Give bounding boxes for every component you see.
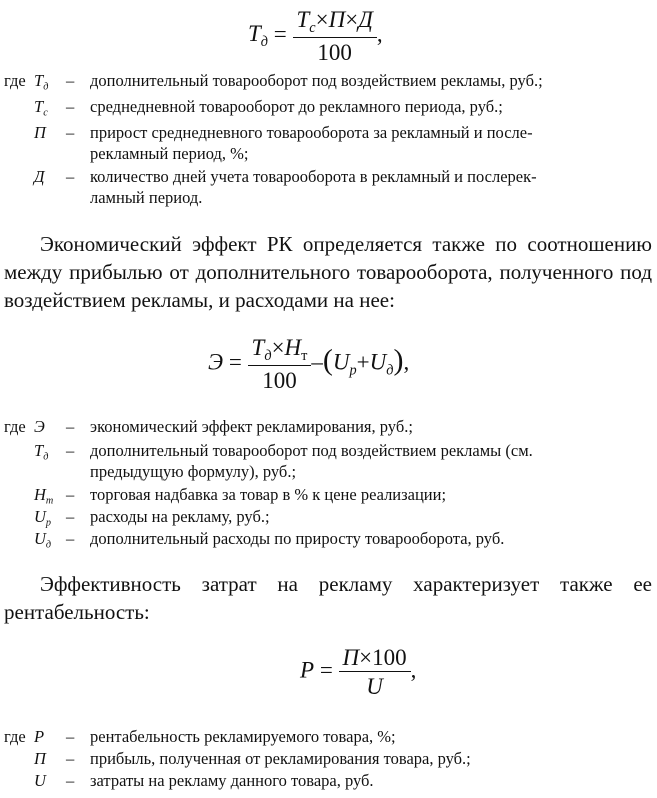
definition-text: торговая надбавка за товар в % к цене реализации;: [90, 485, 447, 504]
fraction-numerator: $Т_с\times П\times Д$: [293, 8, 377, 38]
definition-dash: –: [66, 485, 75, 504]
definition-text-continued: рекламный период, %;: [90, 144, 249, 163]
paragraph-economic-effect: Экономический эффект РК определяется также по соотношению между прибылью от дополнительного товарооборота, полученного под воздействием рекламы, и расходами на нее:: [4, 232, 652, 312]
equals-sign: =: [273, 21, 287, 47]
definition-dash: –: [66, 727, 75, 746]
formula-punct: ,: [410, 657, 417, 683]
definition-dash: –: [66, 771, 75, 790]
definition-dash: –: [66, 123, 75, 142]
fraction-denominator: 100: [317, 40, 352, 66]
formula-lhs: $Т_д$: [248, 21, 269, 51]
definition-symbol: $Т_д$: [34, 441, 49, 463]
fraction: [293, 8, 377, 64]
equals-sign: =: [319, 657, 333, 683]
definition-dash: –: [66, 417, 75, 436]
formula-additional-turnover: [248, 8, 383, 64]
definition-text: экономический эффект рекламирования, руб.;: [90, 417, 413, 436]
definition-symbol: П: [34, 123, 46, 142]
where-label: где: [4, 71, 26, 90]
fraction: [339, 646, 411, 698]
definition-text: затраты на рекламу данного товара, руб.: [90, 771, 374, 790]
fraction-numerator: П×100: [339, 646, 411, 672]
definition-symbol: $Н_т$: [34, 485, 54, 507]
definition-text: дополнительный товарооборот под воздействием рекламы (см.: [90, 441, 533, 460]
definition-text-continued: предыдущую формулу), руб.;: [90, 462, 297, 481]
formula-punct: ,: [376, 21, 383, 47]
minus-sign: –: [311, 349, 323, 375]
equals-sign: =: [228, 349, 242, 375]
definition-symbol: U: [34, 771, 46, 790]
definition-symbol: Д: [34, 167, 45, 186]
right-paren: ): [393, 343, 404, 377]
where-label: где: [4, 417, 26, 436]
where-label: где: [4, 727, 26, 746]
paragraph-profitability: Эффективность затрат на рекламу характеризует также ее рентабельность:: [4, 572, 652, 624]
left-paren: (: [322, 343, 333, 377]
fraction-denominator: 100: [262, 368, 297, 394]
definition-text: количество дней учета товарооборота в рекламный и послерек-: [90, 167, 537, 186]
definition-text: прирост среднедневного товарооборота за рекламный и после-: [90, 123, 533, 142]
fraction-denominator: U: [366, 674, 383, 699]
definition-dash: –: [66, 507, 75, 526]
definition-text: дополнительный расходы по приросту товарооборота, руб.: [90, 529, 505, 548]
formula-punct: ,: [403, 349, 410, 375]
definition-text: дополнительный товарооборот под воздействием рекламы, руб.;: [90, 71, 543, 90]
formula-profitability: [300, 646, 416, 698]
definition-text: расходы на рекламу, руб.;: [90, 507, 270, 526]
definition-text: прибыль, полученная от рекламирования товара, руб.;: [90, 749, 471, 768]
definition-text: рентабельность рекламируемого товара, %;: [90, 727, 396, 746]
definition-dash: –: [66, 71, 75, 90]
definition-text: среднедневной товарооборот до рекламного периода, руб.;: [90, 97, 503, 116]
definition-dash: –: [66, 529, 75, 548]
definition-dash: –: [66, 749, 75, 768]
definition-symbol: $U_д$: [34, 529, 52, 551]
definition-dash: –: [66, 441, 75, 460]
fraction: [248, 336, 312, 392]
definition-symbol: $Т_с$: [34, 97, 48, 119]
plus-sign: +: [356, 349, 370, 375]
definition-symbol: $U_р$: [34, 507, 52, 529]
formula-economic-effect: Э = $\frac{Т_д\times Н_т}{100}$ $-(U_р+U_д)$,: [208, 335, 410, 394]
formula-lhs: Р: [300, 657, 315, 683]
formula-lhs: Э: [208, 349, 224, 375]
definition-symbol: П: [34, 749, 46, 768]
definition-text-continued: ламный период.: [90, 188, 203, 207]
definition-dash: –: [66, 97, 75, 116]
definition-symbol: $Т_д$: [34, 71, 49, 93]
definition-dash: –: [66, 167, 75, 186]
fraction-numerator: $Т_д\times Н_т$: [248, 336, 312, 366]
definition-symbol: Р: [34, 727, 45, 746]
definition-symbol: Э: [34, 417, 45, 436]
